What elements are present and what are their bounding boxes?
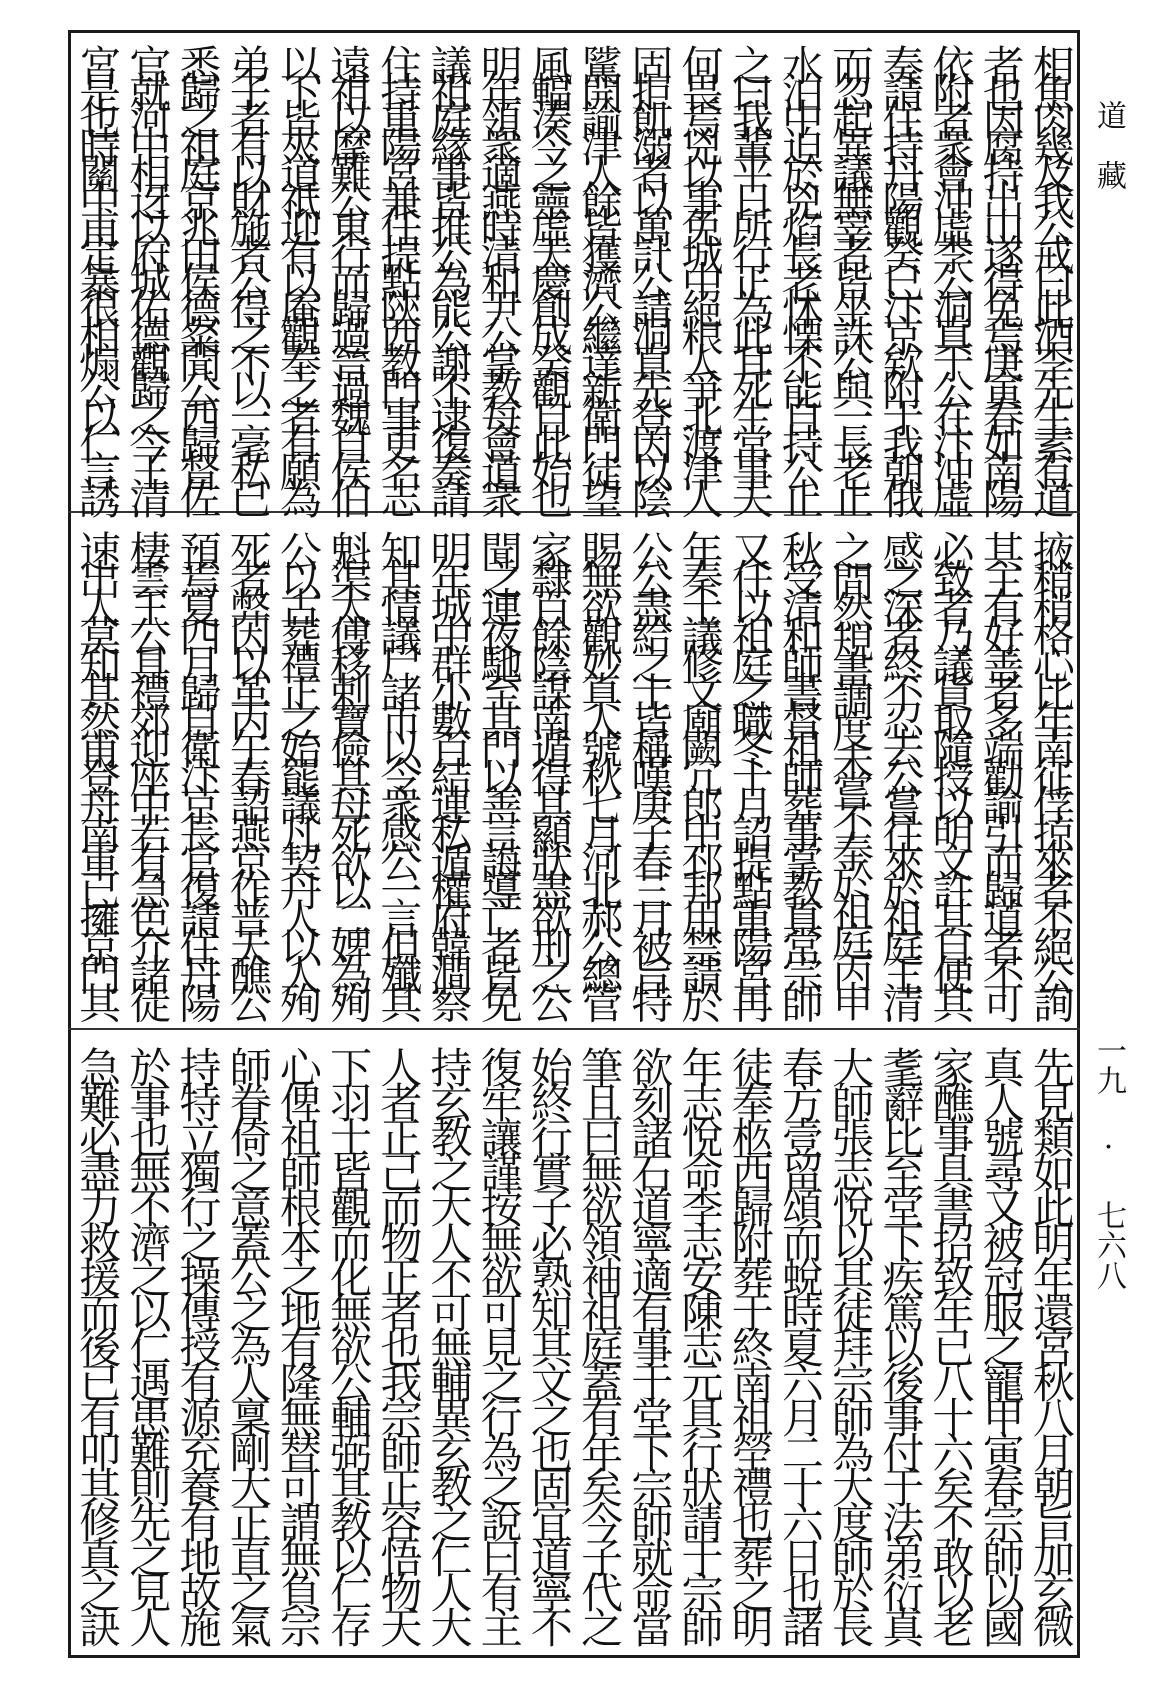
text-column: 住持重陽宮兼任提點陝西教門事更名志 [374,44,424,505]
text-column: 急難必盡力救援而後已有叩其修真之訣 [73,1046,123,1641]
margin-page-number: 一九 · 七六八 [1091,1035,1126,1290]
text-column: 依附者衆會沖虛李公洞真于公在汴沖虛 [926,44,976,505]
text-column: 遠祖以摩難公東行而歸過晉過魏自侯伯 [324,44,374,505]
text-column: 之間然規畫調度未嘗不奉於祖庭丙申 [826,530,876,1010]
text-column: 先見類如此明年還宮秋八月朝旨加玄微 [1026,1046,1076,1641]
text-column: 而忽起異議無辜者皆坐誅公與一長老止 [826,44,876,505]
text-column: 公公盡給之士皆稱嘆庚子春三月被旨特 [625,530,675,1011]
text-column: 魁渠太傅移剌寶儉其母死欲以二婢為殉 [324,530,374,1011]
text-column: 弟子者有以財施者公得之不以一毫私已 [223,44,273,505]
text-column: 悉歸之祖庭京兆田侯德粲聞公西歸督佐 [173,44,223,505]
text-column: 家醮事具書招致年已八十六矣不敢以老 [926,1046,976,1641]
text-column: 下羽士皆觀而化無欲公輔弼其教以仁存 [324,1046,374,1641]
text-column: 秋受清和師書督祖師葬事掌教真常宗師 [775,530,825,1011]
text-column: 宮是也時關中甫定暴很相煽公以仁言誘 [73,44,123,505]
text-column: 何畏焉兇以事免城中絕粮人爭北渡津人 [675,44,725,505]
text-column: 水泊中迫於兇焰長老怵慄不能自持公止 [775,44,825,505]
text-column: 奏請住持丹陽觀癸巳汴京欸附于我朝俄 [876,44,926,505]
text-column: 以下皆夾道祗迎有以庵觀奉之者有願為 [273,44,323,505]
text-column: 筆且曰無欲領袖祖庭蓋有年矣今子代之 [575,1046,625,1641]
text-column: 議祖庭緣事皆推公為能公謝不逮復奏請 [424,44,474,505]
text-column: 掖稍稍格心比年南征俘掠來者不絕公詢 [1026,530,1076,1011]
text-column: 家隸百餘陰謀南遁得其顯狀盡欲刑之公 [524,530,574,1011]
text-column: 明年城中群小數百結連私遁權府韓澗察 [424,530,474,1011]
text-column: 風輻湊今之靈虛天慶創成癸觀自此始也 [524,44,574,505]
text-band-middle [72,530,1076,1010]
text-band-lower [72,1046,1076,1641]
band-divider-1 [68,511,1080,513]
text-column: 年志悅命李志安陳志元具行狀請于宗師 [675,1046,725,1641]
text-column: 又任以祖庭之職冬十月詔提點重陽宮再 [725,530,775,1011]
text-column: 之曰我輩平日所行正為此耳死生常事夫 [725,44,775,505]
text-column: 耄辭比至堂下疾篤以後事付于法弟衍真 [876,1046,926,1641]
text-column: 公以古葬禮正之始罷議凡契丹人以人殉 [273,530,323,1011]
text-column: 年秦士議修文廟闕冗郎中邳邦用禁請於 [675,530,725,1011]
text-column: 棲雲王公具禮郊迎座中若有急色介諸徒 [123,530,173,1011]
text-column: 復牢讓謹按無欲可見之行為之說曰有主 [474,1046,524,1641]
text-column: 心俾祖師根本之地有隆無替可謂無負宗 [273,1046,323,1641]
text-column: 大師張志悅以其徒拜宗師為大度師於長 [826,1046,876,1641]
text-column: 始終行實子必熟知其文之也固宜道寧不 [524,1046,574,1641]
text-column: 死者弊因以革丙午春詔燕京作普天醮公 [223,530,273,1011]
text-column: 知其情議尸諸市以令衆感公一言但殲其 [374,530,424,1011]
text-column: 必致者乃議貨取隨授以明文許其自便其 [926,530,976,1011]
text-column: 相魚肉幾及我公戒曰此酒李先生素有道 [1026,44,1076,505]
text-column: 聞之連夜馳至其門以善言誨導亡者皆免 [474,530,524,1011]
text-column: 春方壹留頌而蛻時夏六月二十六日也諸 [775,1046,825,1641]
text-column: 預焉夏四月歸自衛汴京長官復請住丹陽 [173,530,223,1011]
text-column: 人者正己而物正者也我宗師正容悟物天 [374,1046,424,1641]
text-column: 速出人莫知其然甫登舟南軍已擁京門其 [73,530,123,1011]
text-column: 於事也無不濟之以仁遇患難則先之見人 [123,1046,173,1641]
text-band-upper [72,44,1076,504]
text-column: 其主有好善者多端勸諭引而歸道者不可 [976,530,1026,1011]
text-column: 者也因腐持出山遂得免焉庚寅春如南陽 [976,44,1026,505]
text-column: 徒奉柩西歸附葬于終南祖塋禮也葬之明 [725,1046,775,1641]
text-column: 持玄教之大人不可無輔異玄教之仁人大 [424,1046,474,1641]
text-column: 持特立獨行之操傳授有源充養有地故施 [173,1046,223,1641]
text-column: 欲刻諸石道寧適有事于堂下宗師就命當 [625,1046,675,1641]
text-column: 賜無欲觀妙真人號秋七月河北郝公總管 [575,530,625,1011]
text-column: 真人號尋又被冠服之寵甲寅春宗師以國 [976,1046,1026,1641]
text-column: 官就河中相迓以府城佑德觀歸之今王清 [123,44,173,505]
text-column: 固拒飢溺者以萬計公請洞真先登因以陰 [625,44,675,505]
text-column: 感之深者終不忍去公嘗往來於祖庭王清 [876,530,926,1011]
text-column: 師眷倚之意蓋公之為人稟剛大正直之氣 [223,1046,273,1641]
band-divider-2 [68,1028,1080,1030]
margin-title: 道 藏 [1091,100,1126,190]
text-column: 明年領衆適燕時清和尹公掌教每會道衆 [474,44,524,505]
text-column: 騭開諭津人餘皆獲濟公繼達新衛門徒望 [575,44,625,505]
